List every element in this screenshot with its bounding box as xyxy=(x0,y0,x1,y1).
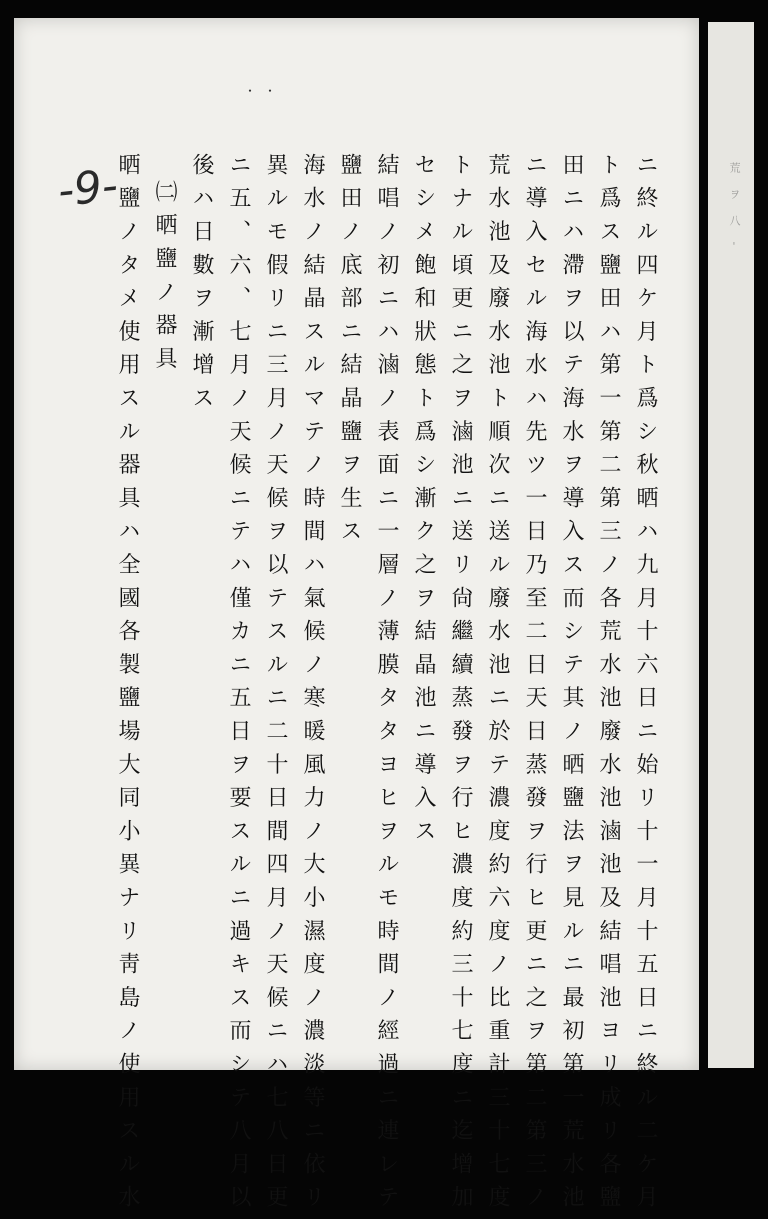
text-column-15: 晒鹽ノタメ使用スル器具ハ全國各製鹽場大同小異ナリ靑島ノ使用スル水 xyxy=(115,153,140,1219)
text-column-7: セシメ飽和狀態ト爲シ漸ク之ヲ結晶池ニ導入ス xyxy=(411,153,436,853)
text-column-5: 荒水池及廢水池ト順次ニ送ル廢水池ニ於テ濃度約六度ノ比重計三十七度 xyxy=(485,153,510,1219)
text-column-6: トナル頃更ニ之ヲ滷池ニ送リ尙繼續蒸發ヲ行ヒ濃度約三十七度ニ迄增加 xyxy=(448,153,473,1219)
document-page xyxy=(14,18,699,1219)
text-column-3: 田ニハ滯ヲ以テ海水ヲ導入ス而シテ其ノ晒鹽法ヲ見ルニ最初第一荒水池 xyxy=(559,153,584,1219)
text-column-10: 海水ノ結晶スルマテノ時間ハ氣候ノ寒暖風力ノ大小濕度ノ濃淡等ニ依リ xyxy=(300,153,325,1219)
text-column-13: 後ハ日數ヲ漸增ス xyxy=(189,153,214,420)
text-column-11: 異ルモ假リニ三月ノ天候ヲ以テスルニ二十日間四月ノ天候ニハ七八日更 xyxy=(263,153,288,1219)
stray-dots: ・・ xyxy=(244,84,285,98)
text-column-4: ニ導入セル海水ハ先ツ一日乃至二日天日蒸發ヲ行ヒ更ニ之ヲ第二第三ノ xyxy=(522,153,547,1219)
text-column-8: 結唱ノ初ニハ滷ノ表面ニ一層ノ薄膜タタヨヒヲルモ時間ノ經過ニ連レテ xyxy=(374,153,399,1219)
adjacent-page-edge xyxy=(708,22,754,1068)
text-column-12: ニ五、六、七月ノ天候ニテハ僅カニ五日ヲ要スルニ過キス而シテ八月以 xyxy=(226,153,251,1219)
text-column-9: 鹽田ノ底部ニ結晶鹽ヲ生ス xyxy=(337,153,362,553)
page-number: -9- xyxy=(55,160,121,217)
bleed-through-text: 荒 ヲ 八 - xyxy=(728,162,741,252)
text-column-2: ト爲ス鹽田ハ第一第二第三ノ各荒水池廢水池滷池及結唱池ヨリ成リ各鹽 xyxy=(596,153,621,1219)
text-column-1: ニ終ル四ケ月ト爲シ秋晒ハ九月十六日ニ始リ十一月十五日ニ終ル二ケ月 xyxy=(633,153,658,1219)
section-heading: ㈡晒鹽ノ器具 xyxy=(152,180,177,380)
